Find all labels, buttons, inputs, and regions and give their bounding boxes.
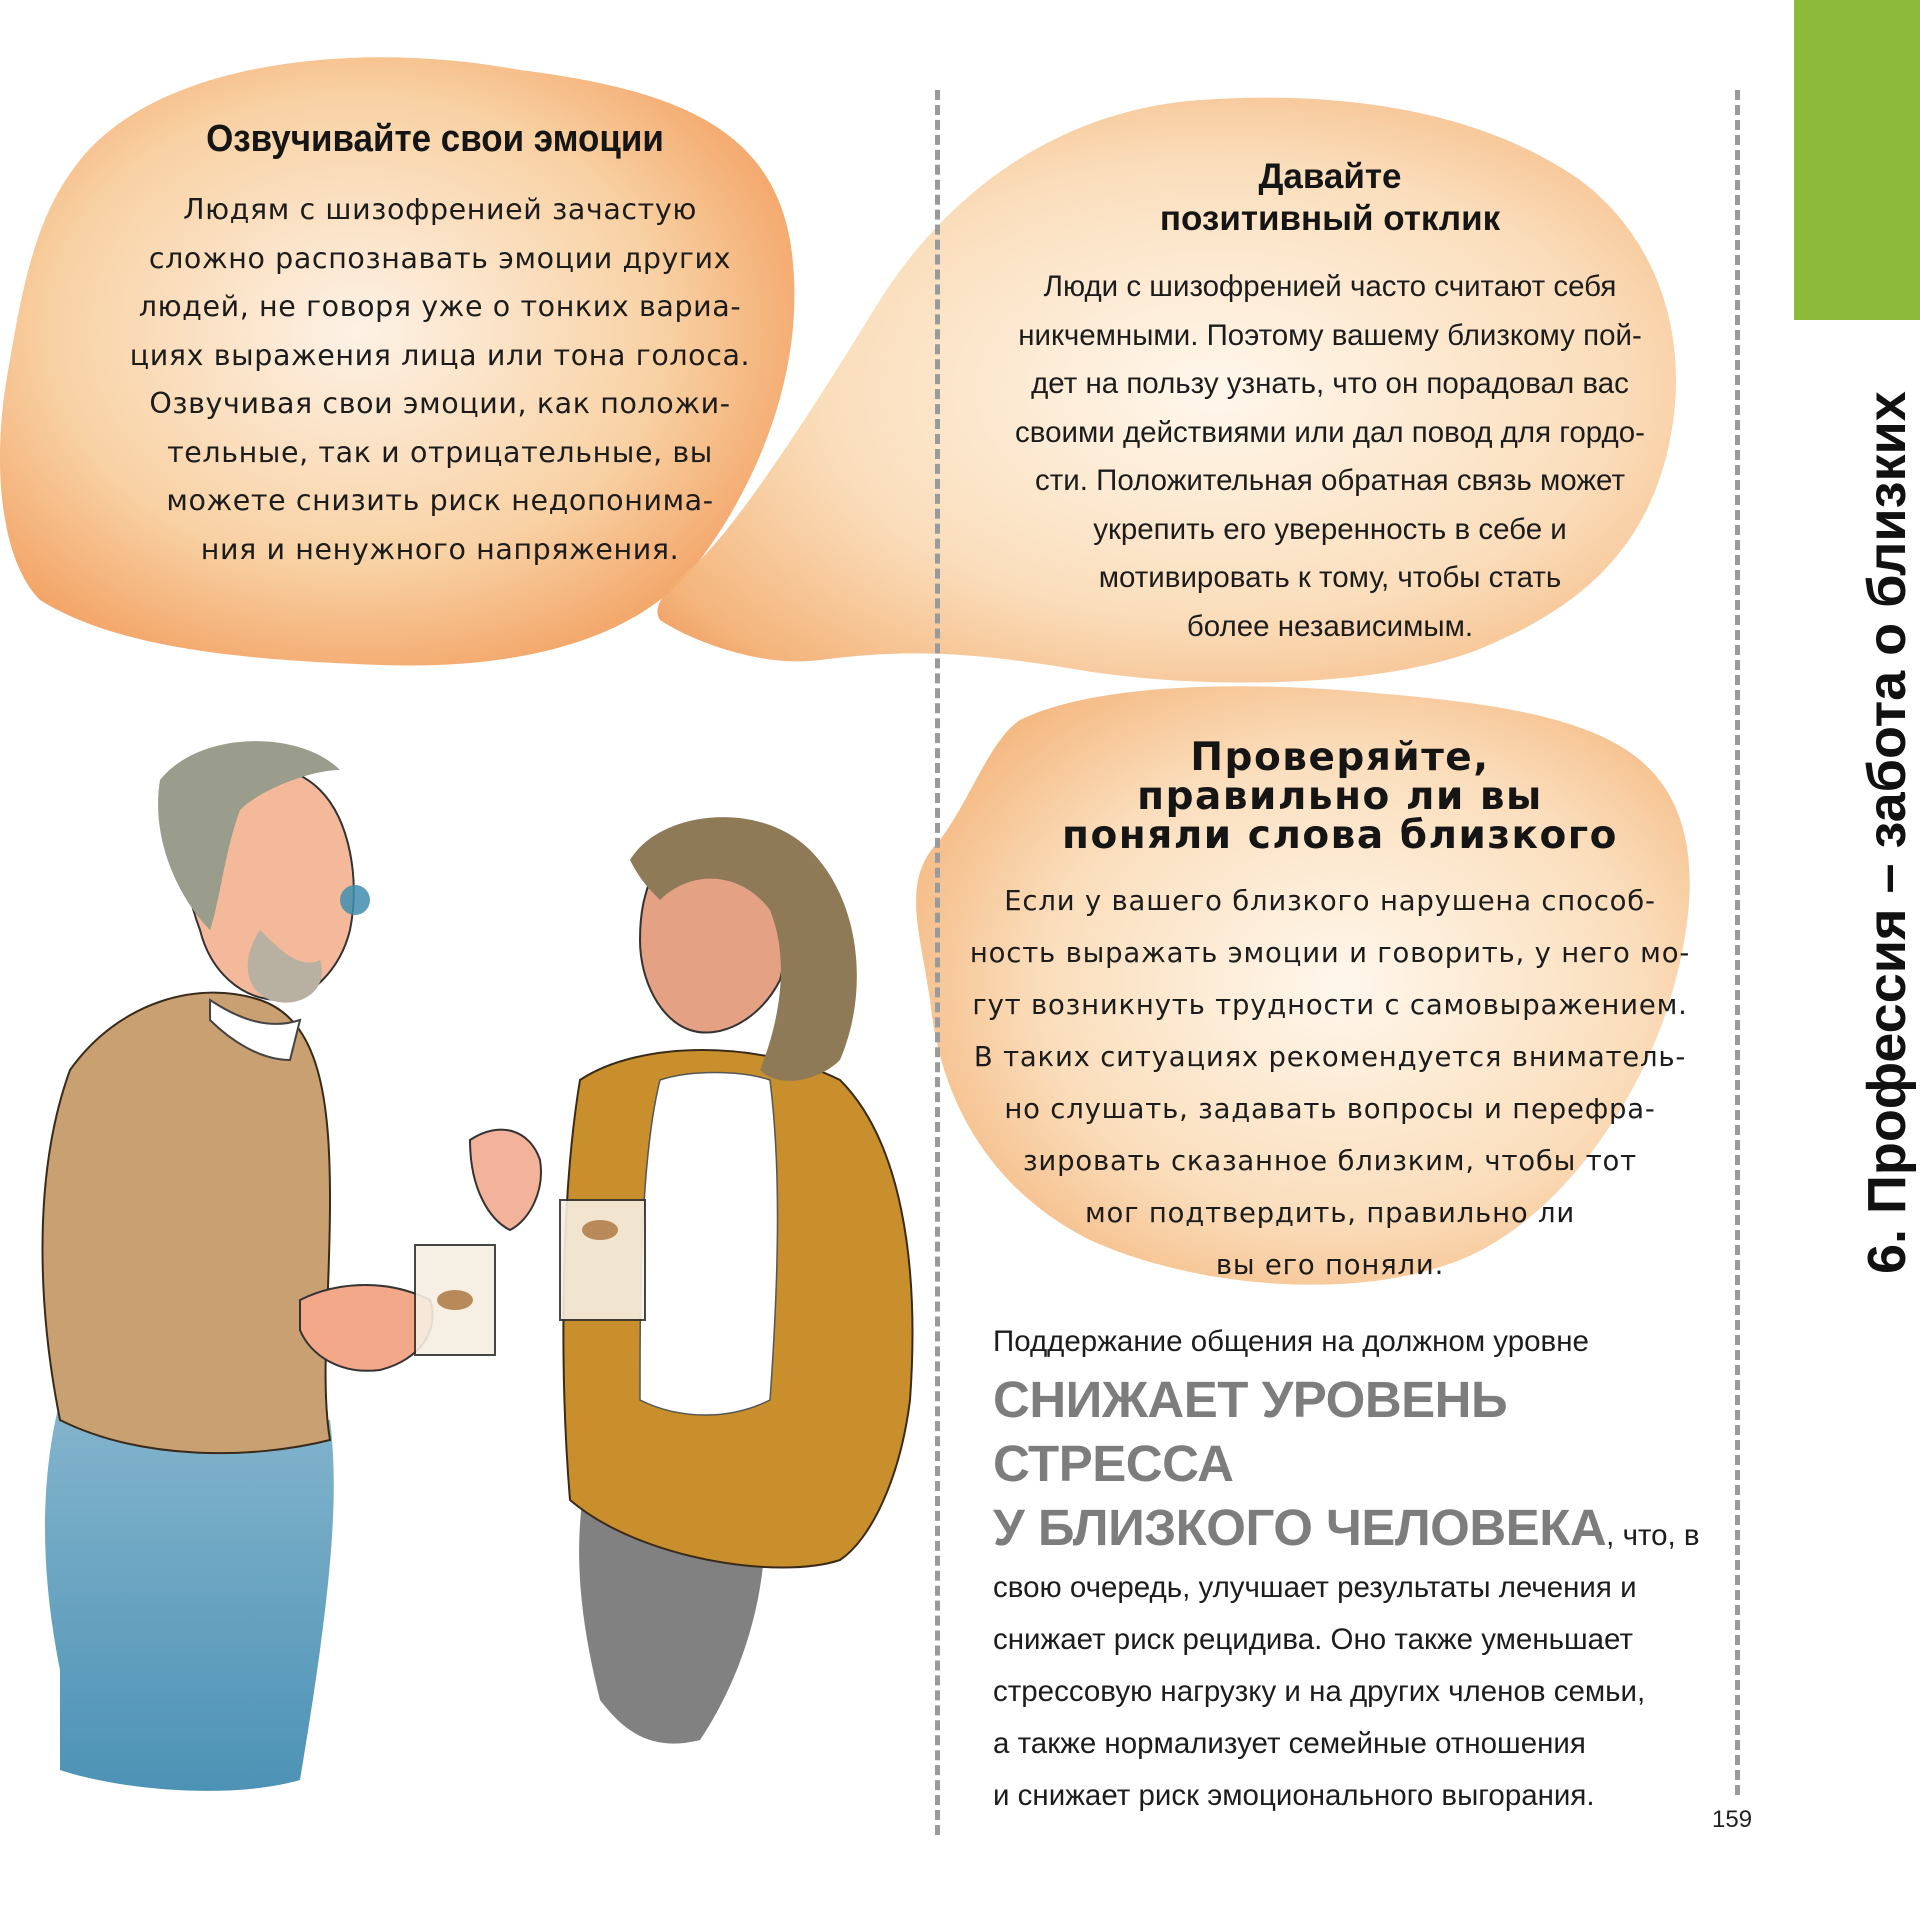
emphasis-line: СНИЖАЕТ УРОВЕНЬ СТРЕССА <box>993 1371 1508 1492</box>
chapter-title: 6. Профессия – забота о близких <box>1857 391 1917 1274</box>
text-line: тельные, так и отрицательные, вы <box>167 435 713 469</box>
text-line: циях выражения лица или тона голоса. <box>129 338 751 372</box>
text-line: мотивировать к тому, чтобы стать <box>1098 561 1562 594</box>
page-number: 159 <box>1712 1806 1753 1833</box>
summary-lead: Поддержание общения на должном уровне <box>993 1325 1589 1358</box>
text-line: гут возникнуть трудности с самовыражением. <box>972 989 1688 1021</box>
divider-right <box>1735 90 1740 1795</box>
text-line: стрессовую нагрузку и на других членов семьи, <box>993 1675 1646 1708</box>
text-line: ность выражать эмоции и говорить, у него мо- <box>969 937 1691 969</box>
text-line: Людям с шизофренией зачастую <box>183 193 697 226</box>
chapter-color-tab <box>1794 0 1920 320</box>
text-line: ния и ненужного напряжения. <box>200 532 680 566</box>
text-line: сложно распознавать эмоции других <box>148 241 732 275</box>
text-line: зировать сказанное близким, чтобы тот <box>1022 1145 1637 1177</box>
tip-title-positive-feedback <box>1110 156 1550 240</box>
text-line: но слушать, задавать вопросы и перефра- <box>1004 1093 1656 1125</box>
emphasis-line: У БЛИЗКОГО ЧЕЛОВЕКА <box>993 1499 1607 1556</box>
tip-title-voice-emotions: Озвучивайте свои эмоции <box>206 118 664 160</box>
title-line: Давайте <box>1258 157 1402 196</box>
text-line: можете снизить риск недопонима- <box>166 484 714 517</box>
text-line: свою очередь, улучшает результаты лечения и <box>993 1571 1637 1604</box>
illustration-couple-talking <box>0 700 930 1830</box>
summary-paragraph <box>993 1316 1733 1822</box>
text-line: вы его поняли. <box>1215 1249 1445 1281</box>
text-line: В таких ситуациях рекомендуется вниматель- <box>973 1041 1687 1073</box>
text-line: а также нормализует семейные отношения <box>993 1727 1586 1760</box>
title-line: позитивный отклик <box>1159 199 1501 238</box>
summary-emphasis <box>993 1370 1733 1562</box>
title-line: поняли слова близкого <box>1062 813 1618 858</box>
tip-body-check-understanding <box>960 875 1700 1291</box>
text-line: дет на пользу узнать, что он порадовал вас <box>1031 367 1629 400</box>
text-line: никчемными. Поэтому вашему близкому пой- <box>1018 318 1642 352</box>
tip-body-positive-feedback <box>960 263 1700 651</box>
divider-center <box>935 90 940 1835</box>
man-figure <box>43 741 496 1791</box>
text-line: сти. Положительная обратная связь может <box>1034 464 1625 497</box>
text-line: людей, не говоря уже о тонких вариа- <box>138 290 742 323</box>
title-line: Проверяйте, <box>1190 735 1490 780</box>
text-line: и снижает риск эмоционального выгорания. <box>993 1779 1595 1812</box>
text-line: Озвучивая свои эмоции, как положи- <box>149 387 731 420</box>
summary-tail: , что, в <box>1606 1519 1700 1552</box>
woman-figure <box>470 817 912 1743</box>
tip-body-voice-emotions <box>100 186 780 574</box>
text-line: мог подтвердить, правильно ли <box>1084 1197 1576 1229</box>
title-line: правильно ли вы <box>1137 774 1543 819</box>
text-line: Если у вашего близкого нарушена способ- <box>1004 885 1656 917</box>
text-line: снижает риск рецидива. Оно также уменьшает <box>993 1623 1633 1656</box>
text-line: своими действиями или дал повод для гордо- <box>1015 415 1645 449</box>
text-line: Люди с шизофренией часто считают себя <box>1043 270 1617 303</box>
tip-title-check-understanding <box>1010 735 1670 858</box>
text-line: более независимым. <box>1186 609 1474 643</box>
text-line: укрепить его уверенность в себе и <box>1093 512 1567 546</box>
